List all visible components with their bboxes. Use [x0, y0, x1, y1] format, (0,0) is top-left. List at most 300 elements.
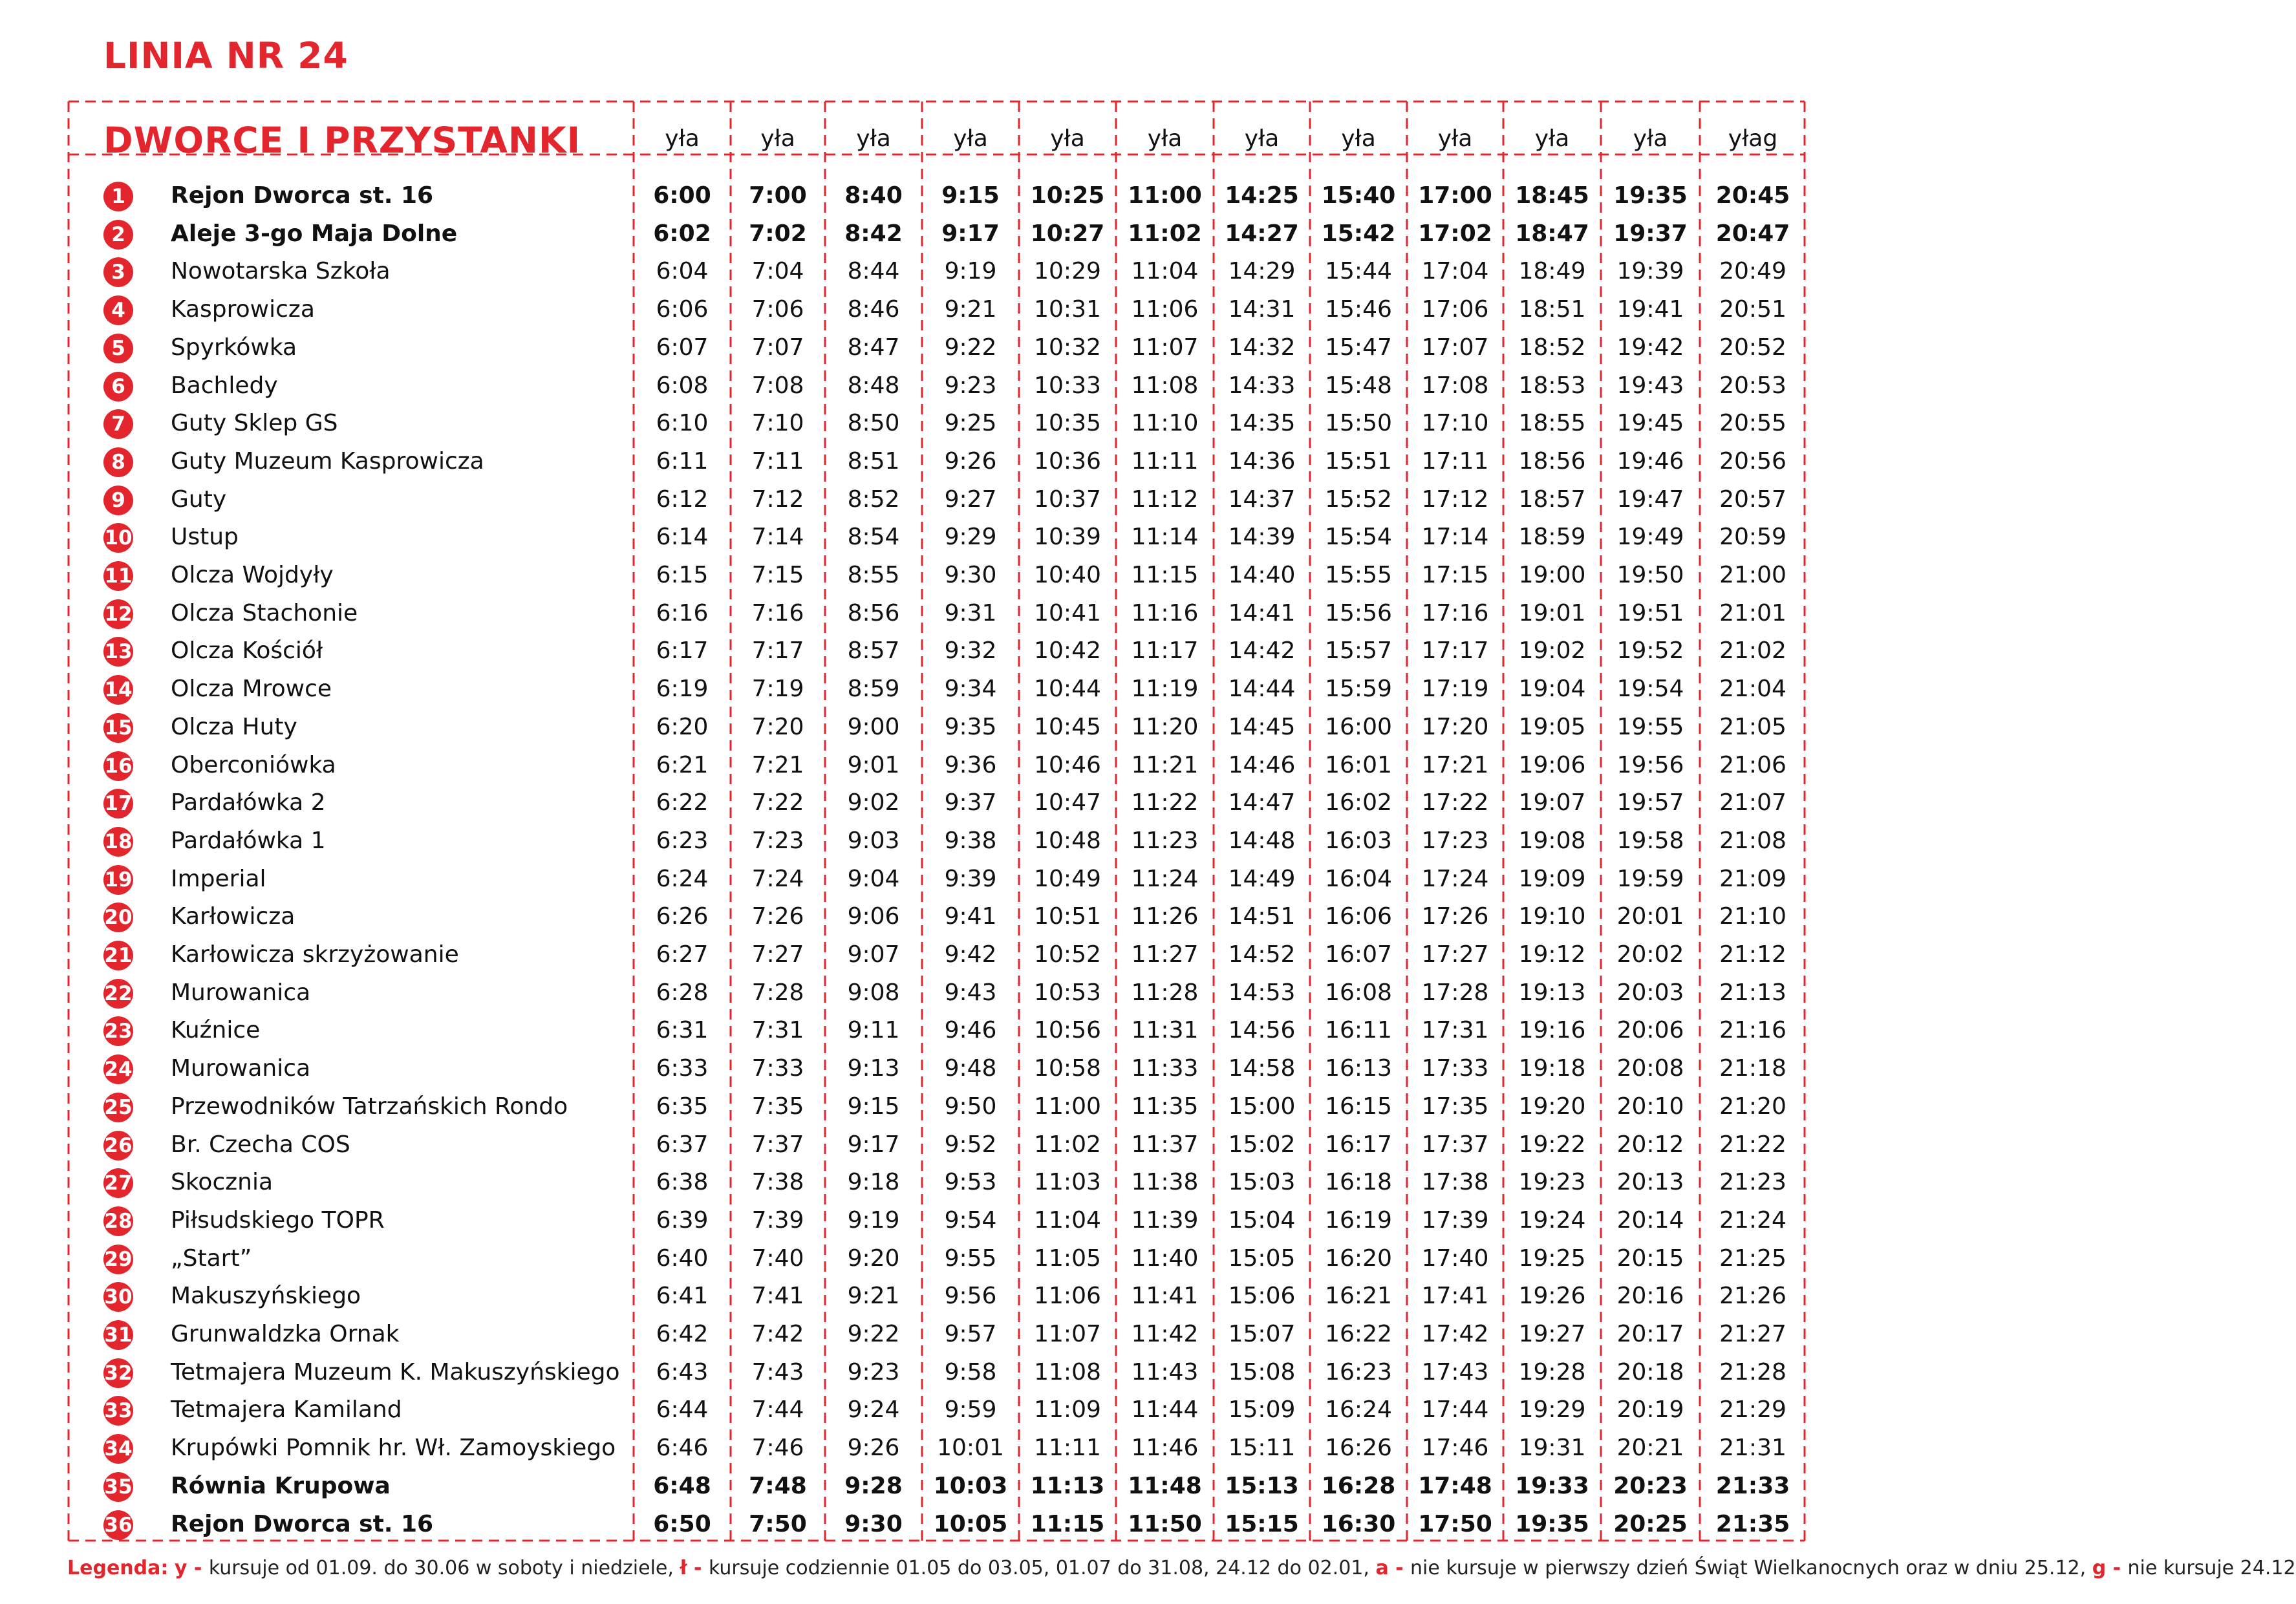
departure-time: 15:02 — [1228, 1131, 1296, 1158]
departure-time: 7:35 — [751, 1093, 804, 1120]
departure-time: 17:37 — [1421, 1131, 1489, 1158]
stop-name: Karłowicza — [171, 903, 295, 930]
departure-time: 17:22 — [1421, 789, 1489, 817]
departure-time: 6:40 — [656, 1245, 709, 1272]
departure-time: 20:03 — [1616, 979, 1684, 1006]
departure-time: 9:21 — [944, 296, 997, 323]
departure-time: 9:34 — [944, 676, 997, 703]
departure-time: 7:21 — [751, 751, 804, 778]
departure-time: 14:51 — [1228, 903, 1296, 930]
stop-name: Bachledy — [171, 372, 278, 399]
departure-time: 11:00 — [1128, 182, 1202, 209]
departure-time: 17:00 — [1418, 182, 1492, 209]
departure-time: 18:59 — [1518, 524, 1586, 551]
departure-time: 11:08 — [1034, 1358, 1101, 1385]
departure-time: 21:29 — [1719, 1396, 1786, 1424]
departure-time: 11:23 — [1131, 827, 1199, 854]
departure-time: 18:47 — [1515, 220, 1589, 247]
departure-time: 18:56 — [1518, 447, 1586, 475]
departure-time: 11:03 — [1034, 1169, 1101, 1196]
departure-time: 14:36 — [1228, 447, 1296, 475]
departure-time: 11:13 — [1030, 1472, 1105, 1499]
departure-time: 15:54 — [1325, 524, 1392, 551]
departure-time: 10:27 — [1030, 220, 1105, 247]
departure-time: 10:05 — [933, 1510, 1008, 1537]
departure-time: 6:17 — [656, 637, 709, 665]
departure-time: 19:58 — [1616, 827, 1684, 854]
departure-time: 20:51 — [1719, 296, 1786, 323]
departure-time: 21:22 — [1719, 1131, 1786, 1158]
departure-time: 16:01 — [1325, 751, 1392, 778]
departure-time: 7:39 — [751, 1206, 804, 1234]
table-row — [67, 1126, 1806, 1164]
stop-number-badge: 15 — [103, 713, 133, 743]
departure-time: 9:19 — [944, 258, 997, 285]
departure-time: 21:06 — [1719, 751, 1786, 778]
departure-time: 9:23 — [847, 1358, 900, 1385]
departure-time: 21:27 — [1719, 1321, 1786, 1347]
table-row — [67, 1277, 1806, 1315]
stop-number-badge: 8 — [103, 447, 133, 477]
legend-dash: - — [2106, 1557, 2128, 1579]
departure-time: 9:06 — [847, 903, 900, 930]
departure-time: 8:40 — [844, 182, 903, 209]
departure-time: 8:51 — [847, 447, 900, 475]
departure-time: 8:48 — [847, 372, 900, 399]
departure-time: 17:31 — [1421, 1017, 1489, 1044]
departure-time: 17:23 — [1421, 827, 1489, 854]
departure-time: 9:27 — [944, 486, 997, 513]
departure-time: 9:26 — [944, 447, 997, 475]
departure-time: 7:27 — [751, 941, 804, 968]
departure-time: 6:04 — [656, 258, 709, 285]
departure-time: 9:54 — [944, 1206, 997, 1234]
column-header: yła — [665, 125, 700, 152]
departure-time: 6:24 — [656, 865, 709, 892]
departure-time: 16:21 — [1325, 1283, 1392, 1310]
departure-time: 21:00 — [1719, 562, 1786, 588]
departure-time: 9:22 — [847, 1321, 900, 1347]
departure-time: 17:14 — [1421, 524, 1489, 551]
departure-time: 21:09 — [1719, 865, 1786, 892]
stop-number-badge: 36 — [103, 1510, 133, 1540]
stop-name: Nowotarska Szkoła — [171, 258, 391, 285]
departure-time: 17:19 — [1421, 676, 1489, 703]
departure-time: 8:57 — [847, 637, 900, 665]
departure-time: 11:17 — [1131, 637, 1199, 665]
departure-time: 14:52 — [1228, 941, 1296, 968]
departure-time: 16:00 — [1325, 713, 1392, 740]
departure-time: 21:24 — [1719, 1206, 1786, 1234]
departure-time: 14:44 — [1228, 676, 1296, 703]
stop-name: Skocznia — [171, 1169, 274, 1196]
departure-time: 17:24 — [1421, 865, 1489, 892]
departure-time: 16:17 — [1325, 1131, 1392, 1158]
departure-time: 11:02 — [1128, 220, 1202, 247]
departure-time: 15:15 — [1225, 1510, 1299, 1537]
stop-number-badge: 20 — [103, 903, 133, 932]
stop-number-badge: 23 — [103, 1016, 133, 1046]
departure-time: 19:39 — [1616, 258, 1684, 285]
departure-time: 21:25 — [1719, 1245, 1786, 1272]
departure-time: 17:06 — [1421, 296, 1489, 323]
departure-time: 19:37 — [1613, 220, 1688, 247]
departure-time: 14:39 — [1228, 524, 1296, 551]
departure-time: 9:18 — [847, 1169, 900, 1196]
departure-time: 11:24 — [1131, 865, 1199, 892]
page-title: LINIA NR 24 — [103, 35, 349, 76]
departure-time: 17:33 — [1421, 1055, 1489, 1082]
departure-time: 10:44 — [1034, 676, 1101, 703]
departure-time: 10:49 — [1034, 865, 1101, 892]
legend-key: y — [174, 1557, 188, 1579]
departure-time: 14:56 — [1228, 1017, 1296, 1044]
departure-time: 6:02 — [653, 220, 711, 247]
departure-time: 7:02 — [749, 220, 807, 247]
departure-time: 16:11 — [1325, 1017, 1392, 1044]
departure-time: 14:42 — [1228, 637, 1296, 665]
departure-time: 9:30 — [844, 1510, 903, 1537]
departure-time: 9:08 — [847, 979, 900, 1006]
departure-time: 7:48 — [749, 1472, 807, 1499]
departure-time: 8:47 — [847, 334, 900, 361]
departure-time: 6:50 — [653, 1510, 711, 1537]
departure-time: 7:16 — [751, 599, 804, 626]
departure-time: 19:56 — [1616, 751, 1684, 778]
departure-time: 8:50 — [847, 410, 900, 437]
stop-name: Br. Czecha COS — [171, 1131, 350, 1158]
departure-time: 9:57 — [944, 1321, 997, 1347]
departure-time: 14:41 — [1228, 599, 1296, 626]
departure-time: 9:53 — [944, 1169, 997, 1196]
stop-name: Grunwaldzka Ornak — [171, 1321, 400, 1347]
legend-label: Legenda: — [67, 1557, 169, 1579]
departure-time: 11:10 — [1131, 410, 1199, 437]
departure-time: 7:19 — [751, 676, 804, 703]
departure-time: 15:11 — [1228, 1435, 1296, 1462]
departure-time: 15:09 — [1228, 1396, 1296, 1424]
departure-time: 19:12 — [1518, 941, 1586, 968]
legend-text: kursuje codziennie 01.05 do 03.05, 01.07 do 31.08, 24.12 do 02.01, — [708, 1557, 1369, 1579]
table-row — [67, 897, 1806, 936]
departure-time: 14:37 — [1228, 486, 1296, 513]
departure-time: 16:28 — [1321, 1472, 1396, 1499]
departure-time: 8:56 — [847, 599, 900, 626]
departure-time: 19:29 — [1518, 1396, 1586, 1424]
departure-time: 11:27 — [1131, 941, 1199, 968]
departure-time: 17:10 — [1421, 410, 1489, 437]
departure-time: 9:21 — [847, 1283, 900, 1310]
departure-time: 21:26 — [1719, 1283, 1786, 1310]
departure-time: 16:24 — [1325, 1396, 1392, 1424]
table-row — [67, 290, 1806, 328]
departure-time: 6:39 — [656, 1206, 709, 1234]
stop-name: Tetmajera Kamiland — [171, 1396, 402, 1424]
legend-key: g — [2092, 1557, 2107, 1579]
departure-time: 17:12 — [1421, 486, 1489, 513]
departure-time: 9:50 — [944, 1093, 997, 1120]
departure-time: 20:59 — [1719, 524, 1786, 551]
departure-time: 8:55 — [847, 562, 900, 588]
departure-time: 19:24 — [1518, 1206, 1586, 1234]
departure-time: 7:12 — [751, 486, 804, 513]
departure-time: 20:02 — [1616, 941, 1684, 968]
departure-time: 10:36 — [1034, 447, 1101, 475]
departure-time: 19:41 — [1616, 296, 1684, 323]
stop-name: Krupówki Pomnik hr. Wł. Zamoyskiego — [171, 1435, 616, 1462]
stop-name: Guty — [171, 486, 227, 513]
departure-time: 9:55 — [944, 1245, 997, 1272]
departure-time: 7:37 — [751, 1131, 804, 1158]
stop-name: Oberconiówka — [171, 751, 336, 778]
departure-time: 9:24 — [847, 1396, 900, 1424]
departure-time: 10:01 — [937, 1435, 1004, 1462]
departure-time: 7:50 — [749, 1510, 807, 1537]
departure-time: 11:20 — [1131, 713, 1199, 740]
stop-name: Olcza Wojdyły — [171, 562, 334, 588]
table-row — [67, 784, 1806, 822]
table-row — [67, 1011, 1806, 1049]
departure-time: 18:53 — [1518, 372, 1586, 399]
column-header: yłag — [1728, 125, 1778, 152]
departure-time: 17:40 — [1421, 1245, 1489, 1272]
departure-time: 7:24 — [751, 865, 804, 892]
departure-time: 20:17 — [1616, 1321, 1684, 1347]
departure-time: 18:55 — [1518, 410, 1586, 437]
table-row — [67, 746, 1806, 784]
departure-time: 11:38 — [1131, 1169, 1199, 1196]
stop-name: Rejon Dworca st. 16 — [171, 182, 434, 209]
departure-time: 10:56 — [1034, 1017, 1101, 1044]
departure-time: 17:15 — [1421, 562, 1489, 588]
departure-time: 10:45 — [1034, 713, 1101, 740]
departure-time: 14:32 — [1228, 334, 1296, 361]
stop-name: „Start” — [171, 1245, 252, 1272]
departure-time: 10:29 — [1034, 258, 1101, 285]
departure-time: 19:31 — [1518, 1435, 1586, 1462]
departure-time: 14:45 — [1228, 713, 1296, 740]
departure-time: 17:16 — [1421, 599, 1489, 626]
departure-time: 14:40 — [1228, 562, 1296, 588]
departure-time: 18:52 — [1518, 334, 1586, 361]
departure-time: 20:56 — [1719, 447, 1786, 475]
departure-time: 11:06 — [1131, 296, 1199, 323]
stop-number-badge: 28 — [103, 1206, 133, 1236]
departure-time: 6:22 — [656, 789, 709, 817]
departure-time: 15:04 — [1228, 1206, 1296, 1234]
departure-time: 19:28 — [1518, 1358, 1586, 1385]
departure-time: 9:32 — [944, 637, 997, 665]
departure-time: 11:21 — [1131, 751, 1199, 778]
departure-time: 14:27 — [1225, 220, 1299, 247]
departure-time: 11:15 — [1030, 1510, 1105, 1537]
table-row — [67, 1315, 1806, 1353]
departure-time: 11:04 — [1034, 1206, 1101, 1234]
stop-number-badge: 4 — [103, 295, 133, 325]
departure-time: 9:07 — [847, 941, 900, 968]
legend-item — [674, 1557, 1369, 1579]
departure-time: 17:11 — [1421, 447, 1489, 475]
departure-time: 19:08 — [1518, 827, 1586, 854]
departure-time: 7:15 — [751, 562, 804, 588]
departure-time: 6:23 — [656, 827, 709, 854]
departure-time: 20:12 — [1616, 1131, 1684, 1158]
stop-number-badge: 14 — [103, 675, 133, 705]
departure-time: 11:07 — [1131, 334, 1199, 361]
departure-time: 7:28 — [751, 979, 804, 1006]
departure-time: 9:48 — [944, 1055, 997, 1082]
departure-time: 11:22 — [1131, 789, 1199, 817]
departure-time: 10:03 — [933, 1472, 1008, 1499]
departure-time: 20:19 — [1616, 1396, 1684, 1424]
departure-time: 11:16 — [1131, 599, 1199, 626]
timetable — [67, 100, 1806, 1542]
table-row — [67, 1467, 1806, 1505]
table-row — [67, 1201, 1806, 1239]
departure-time: 7:43 — [751, 1358, 804, 1385]
departure-time: 9:46 — [944, 1017, 997, 1044]
departure-time: 19:04 — [1518, 676, 1586, 703]
departure-time: 16:06 — [1325, 903, 1392, 930]
departure-time: 7:11 — [751, 447, 804, 475]
departure-time: 14:48 — [1228, 827, 1296, 854]
departure-time: 10:40 — [1034, 562, 1101, 588]
departure-time: 6:11 — [656, 447, 709, 475]
stop-number-badge: 31 — [103, 1320, 133, 1350]
legend-text: kursuje od 01.09. do 30.06 w soboty i niedziele, — [208, 1557, 674, 1579]
departure-time: 11:06 — [1034, 1283, 1101, 1310]
departure-time: 19:50 — [1616, 562, 1684, 588]
departure-time: 17:27 — [1421, 941, 1489, 968]
departure-time: 20:08 — [1616, 1055, 1684, 1082]
departure-time: 7:40 — [751, 1245, 804, 1272]
departure-time: 19:49 — [1616, 524, 1684, 551]
departure-time: 15:57 — [1325, 637, 1392, 665]
stop-name: Przewodników Tatrzańskich Rondo — [171, 1093, 568, 1120]
departure-time: 10:35 — [1034, 410, 1101, 437]
column-header: yła — [1147, 125, 1183, 152]
departure-time: 19:54 — [1616, 676, 1684, 703]
departure-time: 11:28 — [1131, 979, 1199, 1006]
departure-time: 14:25 — [1225, 182, 1299, 209]
stop-name: Ustup — [171, 524, 239, 551]
departure-time: 9:31 — [944, 599, 997, 626]
departure-time: 6:26 — [656, 903, 709, 930]
departure-time: 16:13 — [1325, 1055, 1392, 1082]
departure-time: 10:46 — [1034, 751, 1101, 778]
departure-time: 21:05 — [1719, 713, 1786, 740]
departure-time: 15:52 — [1325, 486, 1392, 513]
departure-time: 21:01 — [1719, 599, 1786, 626]
departure-time: 11:44 — [1131, 1396, 1199, 1424]
departure-time: 14:46 — [1228, 751, 1296, 778]
stop-number-badge: 27 — [103, 1168, 133, 1198]
departure-time: 14:35 — [1228, 410, 1296, 437]
departure-time: 19:27 — [1518, 1321, 1586, 1347]
departure-time: 19:43 — [1616, 372, 1684, 399]
departure-time: 19:35 — [1613, 182, 1688, 209]
departure-time: 21:33 — [1715, 1472, 1790, 1499]
departure-time: 14:49 — [1228, 865, 1296, 892]
table-row — [67, 252, 1806, 290]
departure-time: 21:08 — [1719, 827, 1786, 854]
legend-item — [2086, 1557, 2295, 1579]
departure-time: 19:13 — [1518, 979, 1586, 1006]
departure-time: 6:33 — [656, 1055, 709, 1082]
departure-time: 20:18 — [1616, 1358, 1684, 1385]
departure-time: 16:04 — [1325, 865, 1392, 892]
stop-name: Olcza Huty — [171, 713, 297, 740]
legend-dash: - — [687, 1557, 709, 1579]
departure-time: 6:14 — [656, 524, 709, 551]
departure-time: 6:35 — [656, 1093, 709, 1120]
table-row — [67, 1239, 1806, 1278]
departure-time: 11:42 — [1131, 1321, 1199, 1347]
table-row — [67, 480, 1806, 519]
departure-time: 6:06 — [656, 296, 709, 323]
departure-time: 15:40 — [1321, 182, 1396, 209]
departure-time: 7:44 — [751, 1396, 804, 1424]
table-row — [67, 367, 1806, 405]
departure-time: 19:22 — [1518, 1131, 1586, 1158]
departure-time: 9:25 — [944, 410, 997, 437]
departure-time: 15:47 — [1325, 334, 1392, 361]
departure-time: 20:53 — [1719, 372, 1786, 399]
departure-time: 21:20 — [1719, 1093, 1786, 1120]
table-row — [67, 442, 1806, 480]
departure-time: 19:07 — [1518, 789, 1586, 817]
departure-time: 7:07 — [751, 334, 804, 361]
departure-time: 21:23 — [1719, 1169, 1786, 1196]
stop-number-badge: 6 — [103, 372, 133, 401]
departure-time: 7:06 — [751, 296, 804, 323]
departure-time: 18:51 — [1518, 296, 1586, 323]
stop-number-badge: 9 — [103, 486, 133, 515]
departure-time: 11:35 — [1131, 1093, 1199, 1120]
departure-time: 20:55 — [1719, 410, 1786, 437]
departure-time: 18:45 — [1515, 182, 1589, 209]
departure-time: 6:20 — [656, 713, 709, 740]
stop-name: Kuźnice — [171, 1017, 261, 1044]
departure-time: 15:03 — [1228, 1169, 1296, 1196]
table-row — [67, 518, 1806, 556]
departure-time: 7:20 — [751, 713, 804, 740]
departure-time: 19:26 — [1518, 1283, 1586, 1310]
legend-dash: - — [187, 1557, 209, 1579]
departure-time: 7:46 — [751, 1435, 804, 1462]
departure-time: 7:00 — [749, 182, 807, 209]
departure-time: 15:44 — [1325, 258, 1392, 285]
departure-time: 7:10 — [751, 410, 804, 437]
departure-time: 17:04 — [1421, 258, 1489, 285]
departure-time: 19:55 — [1616, 713, 1684, 740]
departure-time: 19:33 — [1515, 1472, 1589, 1499]
departure-time: 14:47 — [1228, 789, 1296, 817]
stop-name: Aleje 3-go Maja Dolne — [171, 220, 458, 247]
table-row — [67, 328, 1806, 367]
departure-time: 19:52 — [1616, 637, 1684, 665]
departure-time: 9:22 — [944, 334, 997, 361]
departure-time: 8:52 — [847, 486, 900, 513]
departure-time: 17:26 — [1421, 903, 1489, 930]
departure-time: 10:48 — [1034, 827, 1101, 854]
departure-time: 17:38 — [1421, 1169, 1489, 1196]
departure-time: 19:46 — [1616, 447, 1684, 475]
departure-time: 15:42 — [1321, 220, 1396, 247]
stop-number-badge: 10 — [103, 523, 133, 553]
column-header: yła — [1633, 125, 1668, 152]
column-header: yła — [1050, 125, 1085, 152]
